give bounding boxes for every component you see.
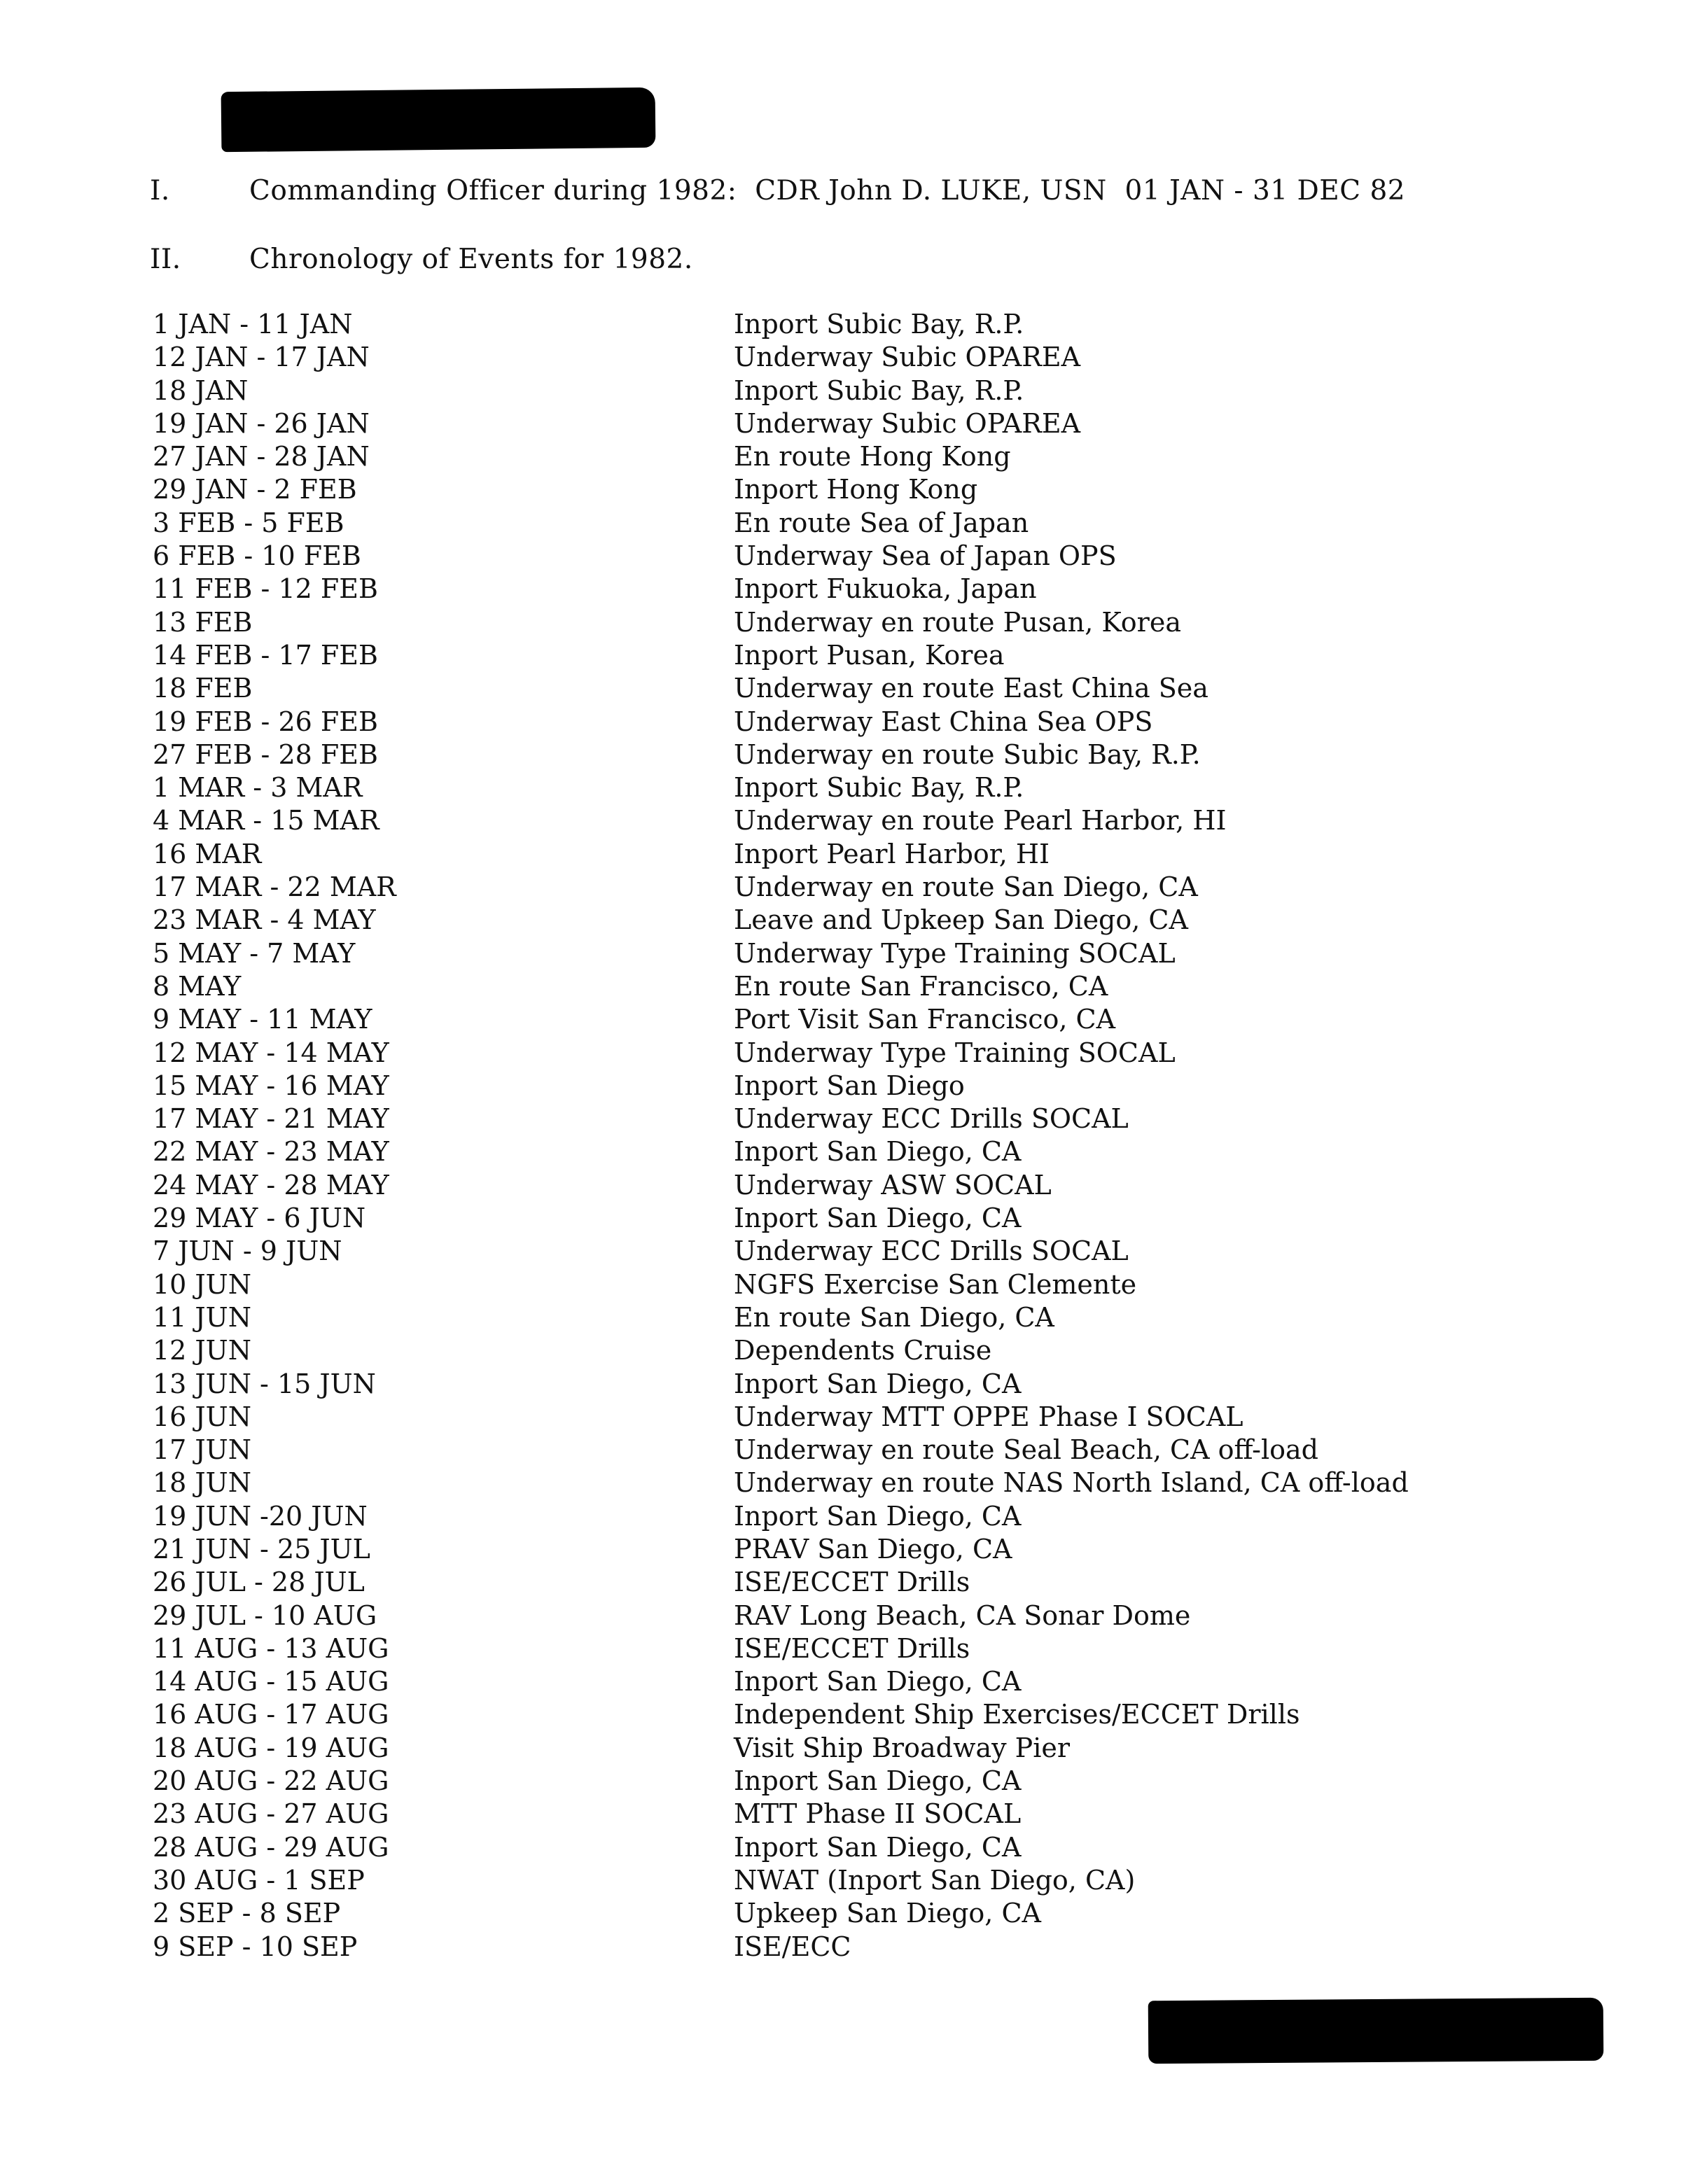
event-date: 23 MAR - 4 MAY (153, 904, 376, 936)
event-description: Underway en route Pusan, Korea (734, 606, 1181, 638)
event-description: Upkeep San Diego, CA (734, 1898, 1041, 1929)
event-row (153, 937, 1581, 970)
chronology-title: Chronology of Events for 1982. (249, 244, 693, 275)
event-description: Inport San Diego (734, 1070, 965, 1101)
event-description: En route San Francisco, CA (734, 970, 1108, 1002)
event-description: Inport Pearl Harbor, HI (734, 838, 1050, 869)
event-description: ISE/ECCET Drills (734, 1632, 970, 1664)
event-row (153, 473, 1581, 506)
section-numeral-ii: II. (150, 244, 181, 275)
event-date: 12 JAN - 17 JAN (153, 342, 370, 373)
event-date: 15 MAY - 16 MAY (153, 1070, 389, 1101)
event-row (153, 1831, 1581, 1864)
event-description: Leave and Upkeep San Diego, CA (734, 904, 1188, 936)
redaction-block-top (221, 88, 656, 152)
event-description: Underway MTT OPPE Phase I SOCAL (734, 1401, 1243, 1432)
event-date: 17 MAR - 22 MAR (153, 872, 396, 903)
event-description: Underway en route East China Sea (734, 673, 1208, 704)
event-row (153, 507, 1581, 540)
event-description: Underway ECC Drills SOCAL (734, 1236, 1129, 1267)
event-row (153, 1732, 1581, 1765)
event-description: Underway Type Training SOCAL (734, 937, 1176, 969)
event-description: Inport San Diego, CA (734, 1136, 1022, 1168)
event-row (153, 738, 1581, 771)
event-date: 29 MAY - 6 JUN (153, 1203, 366, 1234)
event-date: 10 JUN (153, 1268, 251, 1300)
event-date: 21 JUN - 25 JUL (153, 1533, 370, 1564)
event-date: 19 JAN - 26 JAN (153, 407, 370, 439)
event-row (153, 1102, 1581, 1135)
event-date: 23 AUG - 27 AUG (153, 1798, 389, 1830)
event-row (153, 1368, 1581, 1401)
event-description: En route Sea of Japan (734, 507, 1029, 538)
events-list (153, 308, 1581, 1963)
event-row (153, 606, 1581, 639)
event-description: PRAV San Diego, CA (734, 1533, 1012, 1564)
event-date: 16 AUG - 17 AUG (153, 1699, 389, 1730)
event-date: 13 FEB (153, 606, 253, 638)
event-row (153, 1931, 1581, 1963)
event-row (153, 706, 1581, 738)
event-description: Inport Fukuoka, Japan (734, 573, 1037, 605)
event-date: 26 JUL - 28 JUL (153, 1567, 365, 1598)
event-row (153, 1798, 1581, 1830)
event-description: Underway East China Sea OPS (734, 706, 1153, 737)
event-row (153, 771, 1581, 804)
event-row (153, 1037, 1581, 1070)
event-date: 20 AUG - 22 AUG (153, 1765, 389, 1797)
event-date: 22 MAY - 23 MAY (153, 1136, 389, 1168)
event-row (153, 1500, 1581, 1533)
event-date: 6 FEB - 10 FEB (153, 540, 361, 572)
event-row (153, 374, 1581, 407)
event-row (153, 1665, 1581, 1698)
event-description: Inport San Diego, CA (734, 1831, 1022, 1863)
event-date: 8 MAY (153, 970, 242, 1002)
event-date: 17 MAY - 21 MAY (153, 1103, 389, 1135)
event-row (153, 540, 1581, 573)
event-date: 5 MAY - 7 MAY (153, 937, 356, 969)
event-description: Underway en route Seal Beach, CA off-load (734, 1434, 1318, 1466)
event-description: Underway Subic OPAREA (734, 342, 1081, 373)
event-date: 2 SEP - 8 SEP (153, 1898, 341, 1929)
event-date: 29 JUL - 10 AUG (153, 1600, 377, 1631)
event-date: 17 JUN (153, 1434, 251, 1466)
event-date: 13 JUN - 15 JUN (153, 1368, 376, 1399)
event-date: 27 JAN - 28 JAN (153, 441, 370, 472)
event-date: 24 MAY - 28 MAY (153, 1169, 389, 1200)
event-description: Inport Subic Bay, R.P. (734, 772, 1024, 804)
event-date: 27 FEB - 28 FEB (153, 738, 378, 770)
event-date: 18 JAN (153, 374, 249, 406)
event-description: Underway ECC Drills SOCAL (734, 1103, 1129, 1135)
event-date: 11 AUG - 13 AUG (153, 1632, 389, 1664)
event-description: Inport Subic Bay, R.P. (734, 309, 1024, 340)
event-row (153, 804, 1581, 837)
event-date: 18 AUG - 19 AUG (153, 1732, 389, 1763)
commanding-officer-line (150, 175, 1405, 206)
event-date: 16 JUN (153, 1401, 251, 1432)
event-row (153, 970, 1581, 1003)
event-row (153, 672, 1581, 705)
event-description: Underway Subic OPAREA (734, 407, 1081, 439)
event-row (153, 407, 1581, 440)
redaction-block-bottom (1148, 1998, 1604, 2064)
event-row (153, 1135, 1581, 1168)
event-row (153, 1070, 1581, 1102)
event-date: 11 FEB - 12 FEB (153, 573, 378, 605)
event-date: 28 AUG - 29 AUG (153, 1831, 389, 1863)
event-date: 9 MAY - 11 MAY (153, 1004, 372, 1035)
event-row (153, 1434, 1581, 1466)
event-date: 1 MAR - 3 MAR (153, 772, 363, 804)
event-date: 18 JUN (153, 1467, 251, 1499)
event-description: Inport San Diego, CA (734, 1666, 1022, 1698)
chronology-heading (150, 244, 693, 275)
event-row (153, 1169, 1581, 1202)
event-date: 9 SEP - 10 SEP (153, 1931, 358, 1962)
event-row (153, 573, 1581, 606)
event-row (153, 1334, 1581, 1367)
event-description: MTT Phase II SOCAL (734, 1798, 1022, 1830)
event-description: Port Visit San Francisco, CA (734, 1004, 1116, 1035)
event-date: 30 AUG - 1 SEP (153, 1864, 365, 1896)
event-row (153, 1632, 1581, 1665)
event-date: 19 FEB - 26 FEB (153, 706, 378, 737)
event-date: 4 MAR - 15 MAR (153, 805, 379, 836)
event-row (153, 1401, 1581, 1434)
event-description: Visit Ship Broadway Pier (734, 1732, 1071, 1763)
event-row (153, 1897, 1581, 1930)
event-row (153, 1533, 1581, 1566)
event-description: Underway Type Training SOCAL (734, 1037, 1176, 1068)
event-row (153, 838, 1581, 871)
event-row (153, 904, 1581, 937)
event-date: 29 JAN - 2 FEB (153, 474, 357, 505)
event-row (153, 1698, 1581, 1731)
event-row (153, 341, 1581, 374)
event-row (153, 1566, 1581, 1599)
event-row (153, 308, 1581, 341)
event-date: 14 FEB - 17 FEB (153, 639, 378, 671)
event-row (153, 1466, 1581, 1499)
event-description: ISE/ECC (734, 1931, 851, 1962)
event-description: Underway en route NAS North Island, CA off-load (734, 1467, 1409, 1499)
event-date: 19 JUN -20 JUN (153, 1500, 368, 1532)
event-date: 1 JAN - 11 JAN (153, 309, 353, 340)
event-row (153, 1600, 1581, 1632)
event-row (153, 1765, 1581, 1798)
event-date: 11 JUN (153, 1301, 251, 1333)
event-date: 3 FEB - 5 FEB (153, 507, 344, 538)
event-description: En route Hong Kong (734, 441, 1011, 472)
event-row (153, 440, 1581, 473)
event-date: 18 FEB (153, 673, 253, 704)
event-row (153, 639, 1581, 672)
event-description: Underway Sea of Japan OPS (734, 540, 1117, 572)
event-row (153, 1864, 1581, 1897)
event-description: Inport Subic Bay, R.P. (734, 374, 1024, 406)
event-row (153, 871, 1581, 904)
event-description: RAV Long Beach, CA Sonar Dome (734, 1600, 1191, 1631)
event-date: 12 JUN (153, 1335, 251, 1366)
event-description: Underway en route Subic Bay, R.P. (734, 738, 1201, 770)
event-description: Inport San Diego, CA (734, 1765, 1022, 1797)
event-row (153, 1268, 1581, 1301)
event-description: Inport San Diego, CA (734, 1203, 1022, 1234)
event-row (153, 1301, 1581, 1334)
event-row (153, 1235, 1581, 1268)
event-description: Underway ASW SOCAL (734, 1169, 1052, 1200)
event-description: En route San Diego, CA (734, 1301, 1054, 1333)
event-description: Inport Pusan, Korea (734, 639, 1005, 671)
event-date: 16 MAR (153, 838, 262, 869)
event-date: 14 AUG - 15 AUG (153, 1666, 389, 1698)
event-date: 7 JUN - 9 JUN (153, 1236, 342, 1267)
event-description: Dependents Cruise (734, 1335, 992, 1366)
event-date: 12 MAY - 14 MAY (153, 1037, 389, 1068)
event-description: Underway en route Pearl Harbor, HI (734, 805, 1227, 836)
event-row (153, 1202, 1581, 1235)
event-description: Inport Hong Kong (734, 474, 978, 505)
event-row (153, 1003, 1581, 1036)
event-description: Underway en route San Diego, CA (734, 872, 1198, 903)
section-numeral-i: I. (150, 175, 170, 206)
event-description: Inport San Diego, CA (734, 1368, 1022, 1399)
event-description: ISE/ECCET Drills (734, 1567, 970, 1598)
event-description: Independent Ship Exercises/ECCET Drills (734, 1699, 1300, 1730)
commanding-officer-text: Commanding Officer during 1982: CDR John D. LUKE, USN 01 JAN - 31 DEC 82 (249, 175, 1406, 206)
event-description: NWAT (Inport San Diego, CA) (734, 1864, 1136, 1896)
event-description: NGFS Exercise San Clemente (734, 1268, 1137, 1300)
event-description: Inport San Diego, CA (734, 1500, 1022, 1532)
